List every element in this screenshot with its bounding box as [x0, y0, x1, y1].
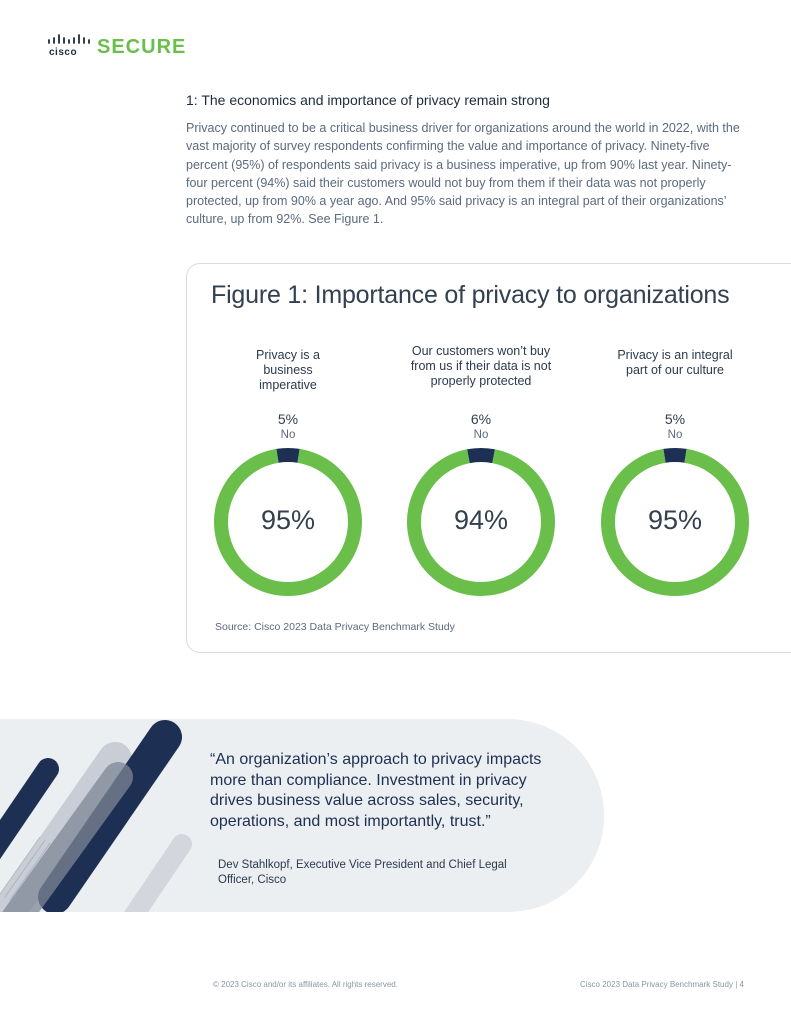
no-label: No: [280, 429, 296, 441]
decorative-stripes: [0, 719, 240, 912]
no-percent-label: 6%: [470, 411, 492, 427]
quote-text: “An organization’s approach to privacy impacts more than compliance. Investment in privacy drives business value across sales, security, operations, and most importantly, trust.”: [210, 751, 542, 830]
figure-card: [186, 263, 791, 653]
deco-stripe-pale: [128, 844, 182, 912]
footer-doc-title: Cisco 2023 Data Privacy Benchmark Study: [580, 980, 733, 989]
donut-center-value: 94%: [453, 505, 509, 535]
donut-chart-customers-wont-buy: [401, 344, 561, 604]
footer-separator: |: [735, 980, 740, 989]
donut-center-value: 95%: [260, 505, 316, 535]
donut-center-value: 95%: [647, 505, 703, 535]
footer-page-number: 4: [739, 980, 744, 989]
figure-source: Source: Cisco 2023 Data Privacy Benchmark Study: [215, 621, 455, 633]
secure-wordmark: SECURE: [97, 36, 187, 58]
quote-attribution: Dev Stahlkopf, Executive Vice President and Chief Legal Officer, Cisco: [218, 859, 507, 886]
section-body: Privacy continued to be a critical business driver for organizations around the world in 2022, with the vast majority of survey respondents confirming the value and importance of privacy. Ninety-five percent (95%) of respondents said privacy is a business imperative, up from 90% last year. Ninety-four percent (94%) said their customers would not buy from them if their data was not properly protected, up from 90% a year ago. And 95% said privacy is an integral part of their organizations’ culture, up from 92%. See Figure 1.: [186, 121, 740, 227]
donut-no-segment: [278, 455, 299, 456]
donut-chart-integral-culture: [595, 344, 755, 604]
no-percent-label: 5%: [277, 411, 299, 427]
donut-label: Our customers won’t buy from us if their data is not properly protected: [410, 344, 552, 388]
donut-label: Privacy is an integral part of our culture: [617, 348, 733, 377]
section-heading: 1: The economics and importance of privacy remain strong: [186, 92, 550, 108]
donut-label: Privacy is a business imperative: [256, 348, 320, 392]
donut-chart-business-imperative: [208, 344, 368, 604]
no-label: No: [667, 429, 683, 441]
figure-title: Figure 1: Importance of privacy to organizations: [211, 281, 730, 309]
footer-copyright: © 2023 Cisco and/or its affiliates. All rights reserved.: [213, 980, 398, 989]
no-label: No: [473, 429, 489, 441]
footer-doc-info: [580, 980, 744, 989]
no-percent-label: 5%: [664, 411, 686, 427]
cisco-wordmark: cisco: [49, 47, 78, 58]
donut-no-segment: [665, 455, 686, 456]
donut-no-segment: [468, 455, 493, 456]
quote-callout: [0, 719, 604, 912]
